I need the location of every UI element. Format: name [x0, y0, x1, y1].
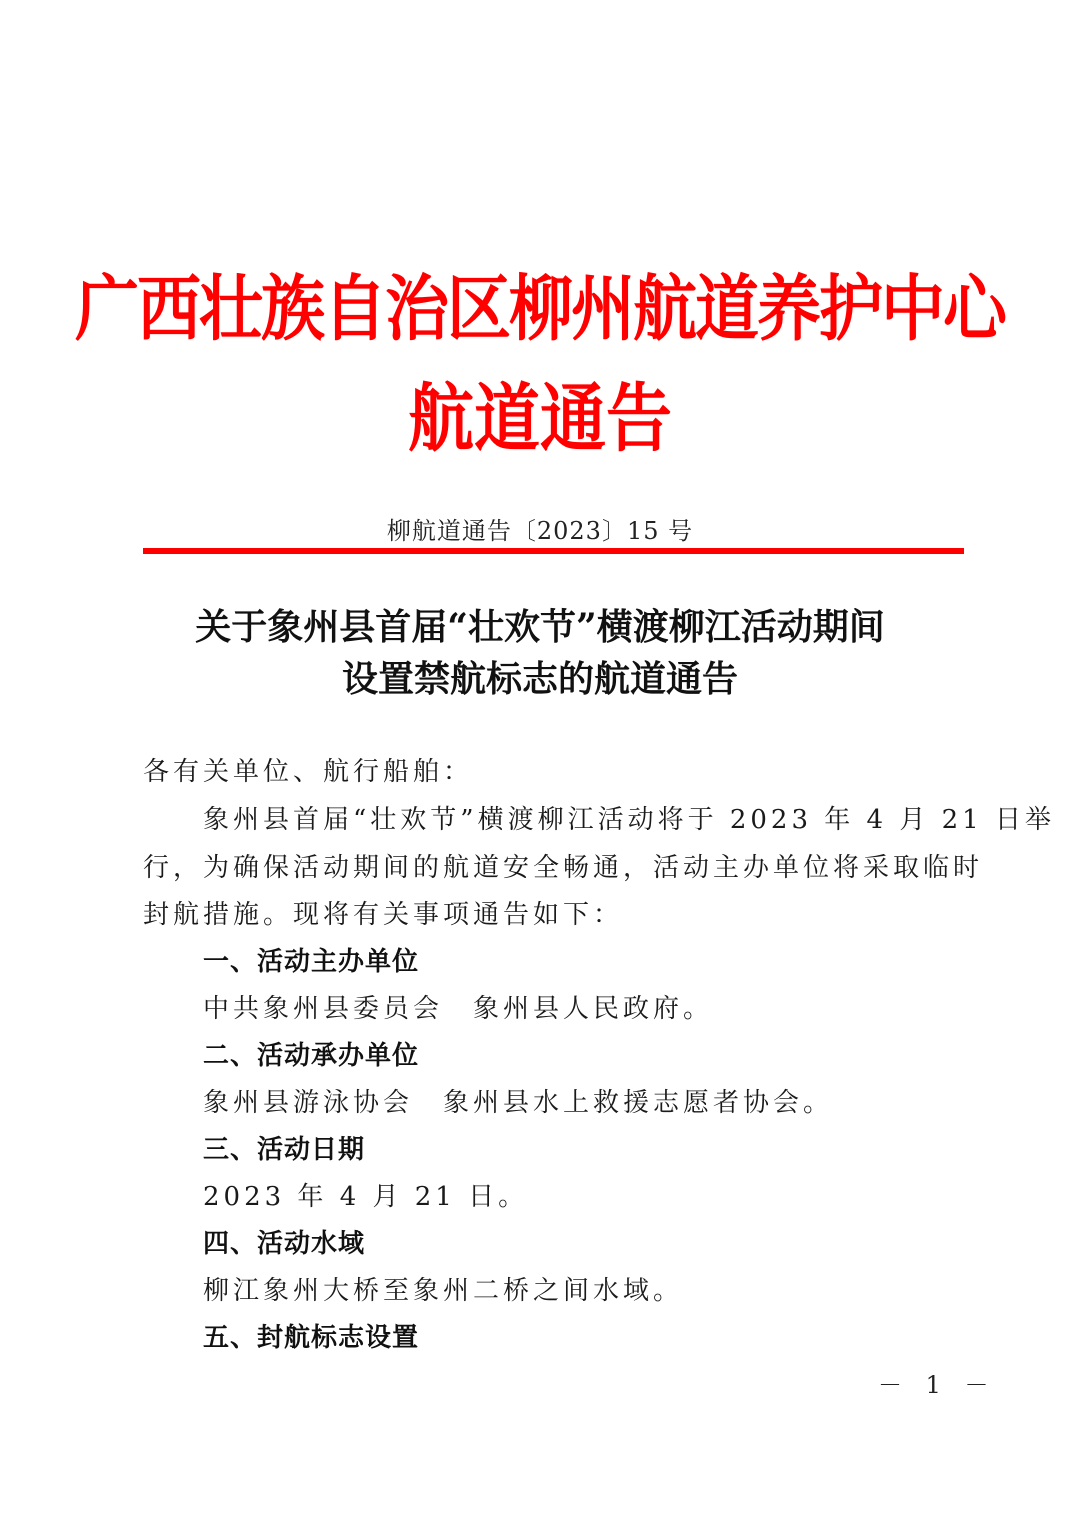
intro-paragraph-line-2: 行，为确保活动期间的航道安全畅通，活动主办单位将采取临时: [143, 853, 984, 883]
section-3-body: 2023 年 4 月 21 日。: [203, 1182, 529, 1212]
notice-title-line-2: 设置禁航标志的航道通告: [341, 658, 738, 700]
salutation: 各有关单位、航行船舶：: [143, 757, 474, 787]
section-1-title: 一、活动主办单位: [203, 947, 420, 977]
intro-paragraph-line-3: 封航措施。现将有关事项通告如下：: [143, 900, 624, 930]
section-4-body: 柳江象州大桥至象州二桥之间水域。: [203, 1276, 684, 1306]
document-number: 柳航道通告〔2023〕15 号: [386, 517, 694, 545]
section-2-title: 二、活动承办单位: [203, 1041, 420, 1071]
issuing-organization-name: 广西壮族自治区柳州航道养护中心: [75, 267, 1005, 352]
page-number: － 1 －: [878, 1371, 997, 1399]
section-1-body: 中共象州县委员会 象州县人民政府。: [203, 994, 714, 1024]
section-4-title: 四、活动水域: [203, 1229, 366, 1259]
intro-paragraph-line-1: 象州县首届“壮欢节”横渡柳江活动将于 2023 年 4 月 21 日举: [203, 805, 1055, 835]
red-header-divider: [143, 548, 964, 554]
section-2-body: 象州县游泳协会 象州县水上救援志愿者协会。: [203, 1088, 834, 1118]
section-3-title: 三、活动日期: [203, 1135, 366, 1165]
notice-title-line-1: 关于象州县首届“壮欢节”横渡柳江活动期间: [195, 606, 885, 648]
section-5-title: 五、封航标志设置: [203, 1323, 420, 1353]
document-type-title: 航道通告: [408, 374, 672, 462]
